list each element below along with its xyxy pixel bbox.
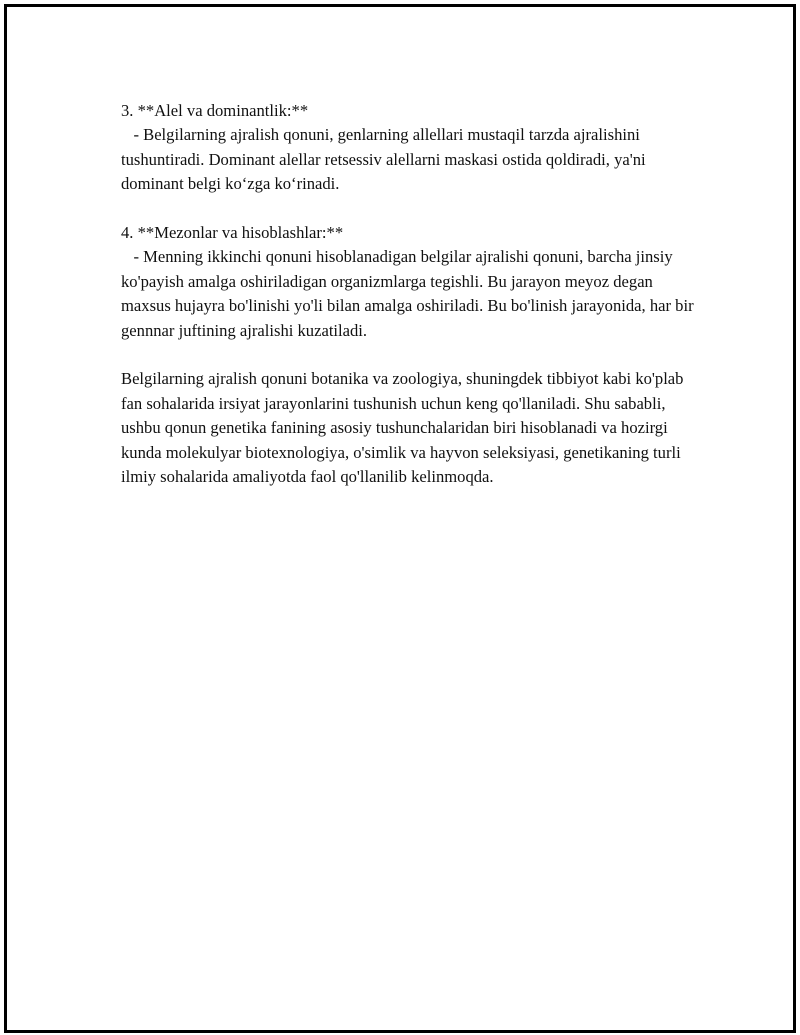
conclusion-paragraph: Belgilarning ajralish qonuni botanika va zoologiya, shuningdek tibbiyot kabi ko'plab fan sohalarida irsiyat jarayonlarini tushunish uchun keng qo'llaniladi. Shu sababli, ushbu qonun genetika fanining asosiy tushunchalaridan biri hisoblanadi va hozirgi kunda molekulyar biotexnologiya, o'simlik va hayvon seleksiyasi, genetikaning turli ilmiy sohalarida amaliyotda faol qo'llanilib kelinmoqda. [121, 369, 688, 487]
section-4-heading: 4. **Mezonlar va hisoblashlar:** [121, 223, 344, 243]
paragraph-gap [121, 197, 701, 221]
paragraph-gap [121, 343, 701, 367]
document-content [121, 99, 701, 489]
section-3-body: - Belgilarning ajralish qonuni, genlarning allellari mustaqil tarzda ajralishini tushuntiradi. Dominant alellar retsessiv alellarni maskasi ostida qoldiradi, ya'ni dominant belgi ko‘zga ko‘rinadi. [121, 125, 650, 194]
section-4-body: - Menning ikkinchi qonuni hisoblanadigan belgilar ajralishi qonuni, barcha jinsiy ko'payish amalga oshiriladigan organizmlarga tegishli. Bu jarayon meyoz degan maxsus hujayra bo'linishi yo'li bilan amalga oshiriladi. Bu bo'linish jarayonida, har bir gennnar juftining ajralishi kuzatiladi. [121, 247, 698, 340]
section-3-heading: 3. **Alel va dominantlik:** [121, 101, 309, 120]
page-frame [4, 4, 796, 1033]
